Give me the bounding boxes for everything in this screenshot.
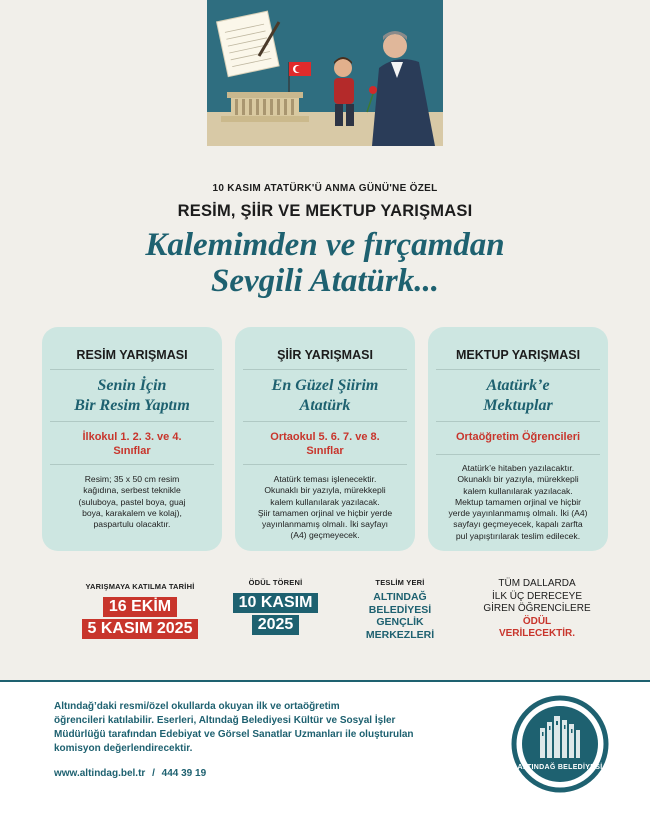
website-link[interactable]: www.altindag.bel.tr bbox=[54, 768, 146, 779]
footer bbox=[0, 680, 650, 813]
award-highlight: VERİLECEKTİR. bbox=[498, 628, 576, 639]
card-subtitle-line: Atatürk bbox=[299, 397, 351, 414]
card-grade-line: İlkokul 1. 2. 3. ve 4. bbox=[82, 431, 182, 443]
card-title: ŞİİR YARIŞMASI bbox=[243, 348, 407, 370]
contact-separator: / bbox=[152, 768, 155, 779]
participation-date-start: 16 EKİM bbox=[103, 597, 177, 617]
card-subtitle bbox=[50, 376, 214, 422]
logo-text: ALTINDAĞ BELEDİYESİ bbox=[517, 764, 603, 771]
ceremony-date-line: 10 KASIM bbox=[233, 593, 319, 613]
ceremony-date bbox=[228, 578, 323, 635]
card-subtitle bbox=[243, 376, 407, 422]
card-description-line: Okunaklı bir yazıyla, mürekkepli bbox=[457, 474, 579, 485]
participation-date-end: 5 KASIM 2025 bbox=[82, 619, 199, 639]
ceremony-date-line: 2025 bbox=[252, 615, 300, 635]
card-grade-line: Sınıflar bbox=[306, 445, 344, 457]
footer-text-line: öğrencileri katılabilir. Eserleri, Altındağ Belediyesi Kültür ve Sosyal İşler bbox=[54, 715, 396, 726]
footer-text bbox=[54, 700, 454, 756]
delivery-label: TESLİM YERİ bbox=[375, 578, 425, 587]
award-notice bbox=[462, 578, 612, 641]
card-description bbox=[50, 474, 214, 530]
footer-text-line: Müdürlüğü tarafından Edebiyat ve Görsel Sanatlar Uzmanları ile oluşturulan bbox=[54, 729, 414, 740]
main-title: RESİM, ŞİİR VE MEKTUP YARIŞMASI bbox=[177, 202, 473, 220]
card-description-line: Okunaklı bir yazıyla, mürekkepli bbox=[264, 485, 386, 496]
card-description-line: yayınlanmamış olmalı. İki sayfayı bbox=[261, 519, 389, 530]
card-grade bbox=[243, 430, 407, 465]
card-grade bbox=[50, 430, 214, 465]
card-subtitle-line: En Güzel Şiirim bbox=[271, 377, 379, 394]
card-grade-line: Ortaokul 5. 6. 7. ve 8. bbox=[270, 431, 380, 443]
hero-illustration bbox=[207, 0, 443, 146]
card-description-line: pul yapıştırılarak teslim edilecek. bbox=[455, 530, 581, 541]
participation-label: YARIŞMAYA KATILMA TARİHİ bbox=[85, 582, 195, 591]
award-line: İLK ÜÇ DERECEYE bbox=[491, 590, 583, 602]
card-description-line: kalem kullanılarak yazılacak. bbox=[463, 485, 573, 496]
footer-text-line: komisyon değerlendirecektir. bbox=[54, 743, 193, 754]
card-grade-line: Ortaöğretim Öğrencileri bbox=[455, 431, 581, 443]
card-description-line: Resim; 35 x 50 cm resim bbox=[84, 474, 180, 484]
ceremony-label: ÖDÜL TÖRENİ bbox=[248, 578, 303, 587]
card-description bbox=[243, 474, 407, 542]
footer-text-line: Altındağ’daki resmi/özel okullarda okuyan ilk ve ortaöğretim bbox=[54, 701, 340, 712]
card-siir bbox=[235, 327, 415, 551]
card-grade-line: Sınıflar bbox=[113, 445, 151, 457]
slogan-line: Sevgili Atatürk... bbox=[211, 263, 439, 299]
delivery-line: MERKEZLERİ bbox=[365, 628, 435, 641]
card-description-line: yerde yayınlanmamış olmalı. İki (A4) bbox=[448, 508, 588, 519]
card-description-line: Atatürk teması işlenecektir. bbox=[273, 474, 377, 484]
delivery-line: BELEDİYESİ bbox=[368, 603, 432, 616]
card-description-line: paspartulu olacaktır. bbox=[93, 519, 171, 530]
card-resim bbox=[42, 327, 222, 551]
contact-info bbox=[54, 768, 206, 779]
card-description-line: sayfayı geçmeyecek, kapalı zarfta bbox=[453, 519, 583, 530]
card-description-line: boya, karakalem ve kolaj), bbox=[82, 507, 182, 518]
card-subtitle bbox=[436, 376, 600, 422]
card-description-line: kağıdına, serbest teknikle bbox=[83, 485, 181, 496]
card-subtitle-line: Bir Resim Yaptım bbox=[74, 397, 190, 414]
card-description-line: (A4) geçmeyecek. bbox=[290, 530, 360, 541]
municipality-logo bbox=[510, 694, 610, 794]
delivery-location bbox=[345, 578, 455, 641]
card-subtitle-line: Mektuplar bbox=[483, 397, 553, 414]
card-description-line: Şiir tamamen orjinal ve hiçbir yerde bbox=[257, 507, 393, 518]
delivery-line: GENÇLİK bbox=[376, 616, 424, 628]
card-description-line: Atatürk’e hitaben yazılacaktır. bbox=[461, 463, 575, 473]
award-highlight: ÖDÜL bbox=[522, 615, 552, 627]
card-subtitle-line: Atatürk’e bbox=[486, 377, 550, 394]
delivery-line: ALTINDAĞ bbox=[373, 591, 427, 603]
card-mektup bbox=[428, 327, 608, 551]
award-line: TÜM DALLARDA bbox=[498, 578, 576, 589]
card-subtitle-line: Senin İçin bbox=[97, 377, 167, 394]
card-description-line: Mektup tamamen orjinal ve hiçbir bbox=[454, 496, 582, 507]
card-description bbox=[436, 463, 600, 542]
card-grade bbox=[436, 430, 600, 455]
participation-dates bbox=[60, 582, 220, 639]
card-title: RESİM YARIŞMASI bbox=[50, 348, 214, 370]
slogan-line: Kalemimden ve fırçamdan bbox=[145, 227, 505, 263]
card-title: MEKTUP YARIŞMASI bbox=[436, 348, 600, 370]
card-description-line: (suluboya, pastel boya, guaj bbox=[78, 496, 186, 507]
card-description-line: kalem kullanılarak yazılacak. bbox=[270, 496, 380, 507]
award-line: GİREN ÖĞRENCİLERE bbox=[483, 603, 591, 614]
delivery-place bbox=[345, 591, 455, 641]
pre-title: 10 KASIM ATATÜRK'Ü ANMA GÜNÜ'NE ÖZEL bbox=[212, 183, 438, 194]
slogan bbox=[0, 227, 650, 299]
phone-number: 444 39 19 bbox=[161, 768, 207, 779]
